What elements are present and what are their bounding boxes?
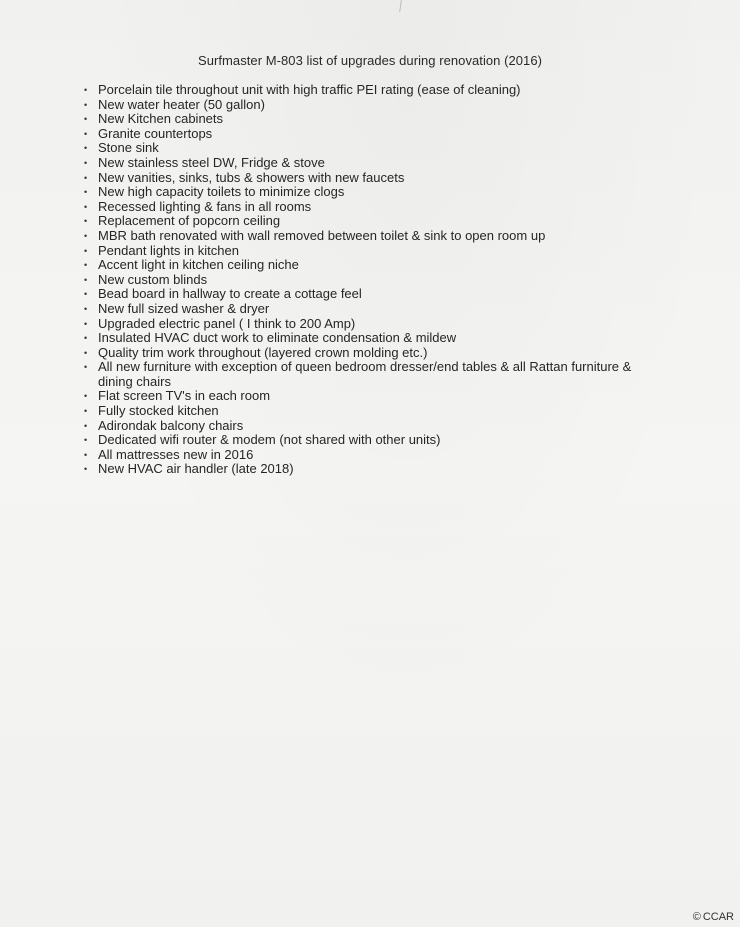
upgrade-list-item: • Recessed lighting & fans in all rooms — [84, 200, 664, 215]
scan-mark — [399, 0, 402, 12]
upgrade-list-item: • Bead board in hallway to create a cottage feel — [84, 287, 664, 302]
upgrade-list-item: • Stone sink — [84, 141, 664, 156]
copyright-badge — [693, 911, 734, 923]
upgrade-list-item: • New vanities, sinks, tubs & showers with new faucets — [84, 171, 664, 186]
copyright-icon: © — [692, 910, 701, 923]
document-title: Surfmaster M-803 list of upgrades during renovation (2016) — [198, 53, 542, 68]
upgrade-list-item: • Adirondak balcony chairs — [84, 419, 664, 434]
upgrade-list-item: • New stainless steel DW, Fridge & stove — [84, 156, 664, 171]
upgrade-list-item: • New Kitchen cabinets — [84, 112, 664, 127]
upgrade-list-item: • New custom blinds — [84, 273, 664, 288]
upgrade-list-item: • New water heater (50 gallon) — [84, 98, 664, 113]
upgrade-list-item: • Replacement of popcorn ceiling — [84, 214, 664, 229]
upgrade-list-item: • New high capacity toilets to minimize clogs — [84, 185, 664, 200]
upgrade-list-item: • All new furniture with exception of queen bedroom dresser/end tables & all Rattan furniture & dining chairs — [84, 360, 664, 389]
upgrade-list-item: • Dedicated wifi router & modem (not shared with other units) — [84, 433, 664, 448]
upgrade-list-item: • MBR bath renovated with wall removed between toilet & sink to open room up — [84, 229, 664, 244]
upgrade-list-item: • Pendant lights in kitchen — [84, 244, 664, 259]
upgrade-list-item: • Accent light in kitchen ceiling niche — [84, 258, 664, 273]
upgrade-list-item: • Insulated HVAC duct work to eliminate condensation & mildew — [84, 331, 664, 346]
upgrade-list-item: • Fully stocked kitchen — [84, 404, 664, 419]
upgrade-list-item: • Quality trim work throughout (layered crown molding etc.) — [84, 346, 664, 361]
upgrade-list-item: • Flat screen TV's in each room — [84, 389, 664, 404]
upgrade-list-item: • New full sized washer & dryer — [84, 302, 664, 317]
upgrade-list-item: • Porcelain tile throughout unit with high traffic PEI rating (ease of cleaning) — [84, 83, 664, 98]
upgrade-list-item: • Granite countertops — [84, 127, 664, 142]
upgrade-list — [84, 83, 664, 477]
upgrade-list-item: • New HVAC air handler (late 2018) — [84, 462, 664, 477]
copyright-text: CCAR — [702, 911, 734, 923]
upgrade-list-item: • All mattresses new in 2016 — [84, 448, 664, 463]
upgrade-list-item: • Upgraded electric panel ( I think to 200 Amp) — [84, 317, 664, 332]
